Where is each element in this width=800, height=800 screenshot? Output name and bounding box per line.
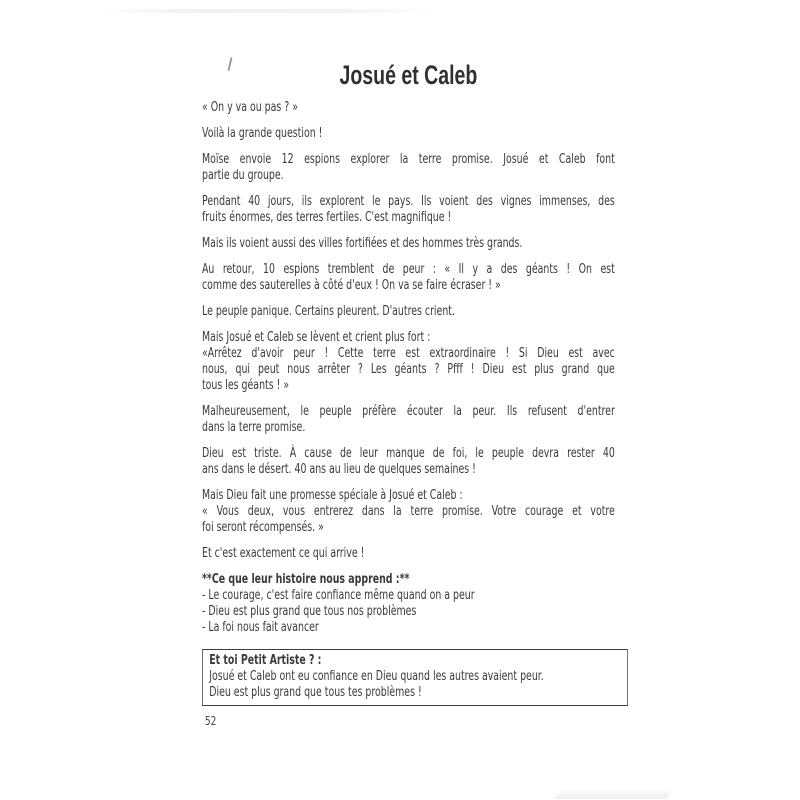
paragraph: [202, 152, 615, 184]
page-number: 52: [204, 713, 217, 728]
paragraph: [202, 304, 615, 320]
text-line: «Arrêtez d'avoir peur ! Cette terre est extraordinaire ! Si Dieu est avec: [202, 346, 615, 361]
lesson-heading: **Ce que leur histoire nous apprend :**: [202, 572, 410, 587]
story-paragraphs: [202, 100, 621, 562]
paragraph: [202, 404, 615, 436]
text-line: nous, qui peut nous arrêter ? Les géants ? Pfff ! Dieu est plus grand que: [202, 362, 615, 377]
text-line: ans dans le désert. 40 ans au lieu de quelques semaines !: [202, 462, 476, 477]
lesson-bullets: [202, 588, 615, 636]
text-line: - Dieu est plus grand que tous nos problèmes: [202, 604, 417, 619]
text-line: Josué et Caleb ont eu confiance en Dieu quand les autres avaient peur.: [209, 669, 544, 684]
text-line: - Le courage, c'est faire confiance même quand on a peur: [202, 588, 475, 603]
text-line: Voilà la grande question !: [202, 126, 323, 141]
paragraph: [202, 194, 615, 226]
text-line: Le peuple panique. Certains pleurent. D'autres crient.: [202, 304, 455, 319]
paragraph: [202, 262, 615, 294]
text-line: Au retour, 10 espions tremblent de peur : « Il y a des géants ! On est: [202, 262, 615, 277]
paragraph: [202, 446, 615, 478]
paragraph: [202, 100, 615, 116]
text-line: partie du groupe.: [202, 168, 284, 183]
text-line: Mais Josué et Caleb se lèvent et crient plus fort :: [202, 330, 431, 345]
page-title: Josué et Caleb: [339, 60, 478, 90]
text-line: Dieu est triste. À cause de leur manque de foi, le peuple devra rester 40: [202, 446, 615, 461]
text-line: Malheureusement, le peuple préfère écouter la peur. Ils refusent d'entrer: [202, 404, 615, 419]
text-line: comme des sauterelles à côté d'eux ! On va se faire écraser ! »: [202, 278, 501, 293]
text-line: Dieu est plus grand que tous tes problèmes !: [209, 685, 422, 700]
text-line: dans la terre promise.: [202, 420, 306, 435]
text-line: Mais Dieu fait une promesse spéciale à Josué et Caleb :: [202, 488, 463, 503]
text-line: Et c'est exactement ce qui arrive !: [202, 546, 365, 561]
artist-box-heading: Et toi Petit Artiste ? :: [209, 653, 322, 668]
text-line: - La foi nous fait avancer: [202, 620, 319, 635]
text-line: Pendant 40 jours, ils explorent le pays. Ils voient des vignes immenses, des: [202, 194, 615, 209]
text-line: Mais ils voient aussi des villes fortifiées et des hommes très grands.: [202, 236, 523, 251]
paragraph: [202, 330, 615, 394]
text-line: fruits énormes, des terres fertiles. C'est magnifique !: [202, 210, 452, 225]
lesson-section: [202, 572, 615, 636]
text-line: « Vous deux, vous entrerez dans la terre promise. Votre courage et votre: [202, 504, 615, 519]
scan-artifact-bottom-smudge: [554, 789, 673, 799]
text-line: Moïse envoie 12 espions explorer la terre promise. Josué et Caleb font: [202, 152, 615, 167]
paragraph: [202, 126, 615, 142]
paragraph: [202, 546, 615, 562]
text-line: « On y va ou pas ? »: [202, 100, 298, 115]
paragraph: [202, 488, 615, 536]
text-line: tous les géants ! »: [202, 378, 290, 393]
page-content: [202, 0, 621, 728]
text-line: foi seront récompensés. »: [202, 520, 324, 535]
artist-box-lines: [209, 669, 620, 701]
petit-artiste-box: [202, 649, 628, 706]
paragraph: [202, 236, 615, 252]
